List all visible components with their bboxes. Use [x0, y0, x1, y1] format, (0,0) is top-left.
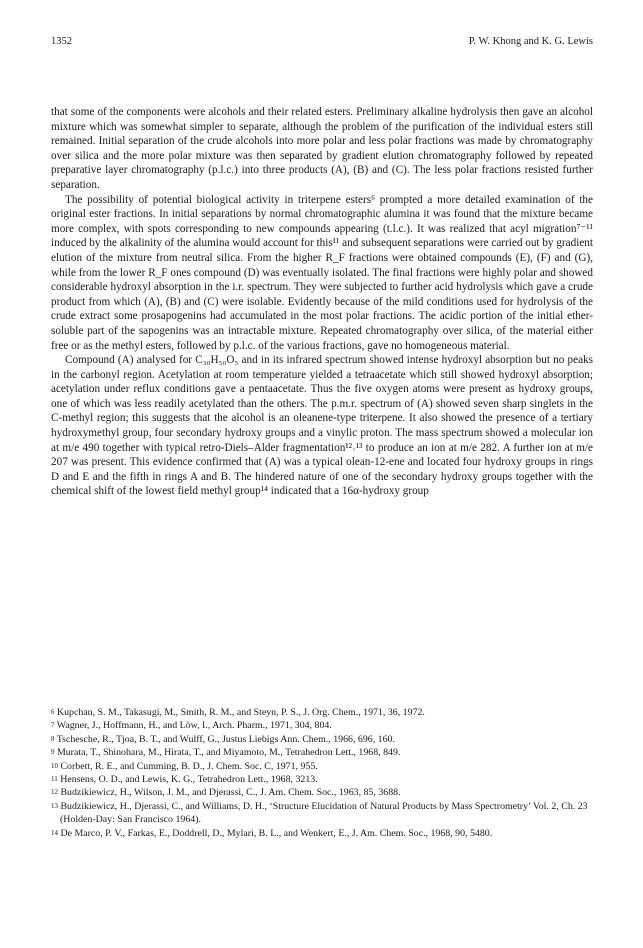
footnote [51, 800, 593, 827]
footnote-number: 8 [51, 734, 55, 743]
footnote-number: 7 [51, 721, 55, 730]
footnote-number: 12 [51, 788, 58, 797]
footnote [51, 746, 593, 759]
footnote-text: Wagner, J., Hoffmann, H., and Löw, I., Arch. Pharm., 1971, 304, 804. [56, 720, 332, 732]
footnote-number: 13 [51, 801, 58, 810]
footnote [51, 786, 593, 799]
footnote-text: Budzikiewicz, H., Djerassi, C., and Williams, D. H., ‘Structure Elucidation of Natural Products by Mass Spectrometry’ Vol. 2, Ch. 23 (Holden-Day: San Francisco 1964). [60, 800, 588, 826]
footnote [51, 760, 593, 773]
article-body [51, 105, 593, 499]
footnote-number: 10 [51, 761, 58, 770]
footnote [51, 733, 593, 746]
footnote-text: Corbett, R. E., and Cumming, B. D., J. Chem. Soc. C, 1971, 955. [60, 760, 318, 772]
footnote [51, 773, 593, 786]
running-head: P. W. Khong and K. G. Lewis [468, 36, 593, 47]
footnote-text: Murata, T., Shinohara, M., Hirata, T., and Miyamoto, M., Tetrahedron Lett., 1968, 849. [56, 747, 401, 759]
footnote-number: 11 [51, 775, 58, 784]
footnote [51, 827, 593, 840]
footnote-text: Kupchan, S. M., Takasugi, M., Smith, R. M., and Steyn, P. S., J. Org. Chem., 1971, 36, 1972. [56, 707, 425, 718]
footnote [51, 719, 593, 732]
footnote-text: Tschesche, R., Tjoa, B. T., and Wulff, G., Justus Liebigs Ann. Chem., 1966, 696, 160. [56, 733, 395, 745]
footnote-text: Hensens, O. D., and Lewis, K. G., Tetrahedron Lett., 1968, 3213. [60, 774, 318, 786]
footnote-text: Budzikiewicz, H., Wilson, J. M., and Djerassi, C., J. Am. Chem. Soc., 1963, 85, 3688. [60, 787, 401, 799]
paragraph: The possibility of potential biological activity in triterpene esters⁶ prompted a more detailed examination of the original ester fractions. In initial separations by normal chromatographic alumina it was found that the mixture became more complex, with spots corresponding to new compounds appearing (t.l.c.). It was realized that acyl migration⁷⁻¹¹ induced by the alkalinity of the alumina would account for this¹¹ and subsequent separations were carried out by gradient elution of the mixture from neutral silica. From the higher R_F fractions were obtained compounds (E), (F) and (G), while from the lower R_F ones compound (D) was eventually isolated. The final fractions were highly polar and showed considerable hydroxyl absorption in the i.r. spectrum. They were subjected to further acid hydrolysis which gave a crude product from which (A), (B) and (C) were isolable. Evidently because of the mild conditions used for hydrolysis of the crude extract some prosapogenins had accumulated in the most polar fractions. The acidic portion of the initial ether-soluble part of the sapogenins was an intractable mixture. Repeated chromatography over silica, of the material either free or as the methyl esters, followed by p.l.c. of the various fractions, gave no homogeneous material. [51, 193, 593, 352]
footnotes [51, 706, 593, 840]
page-number: 1352 [51, 36, 72, 47]
footnote-number: 6 [51, 708, 55, 716]
footnote [51, 706, 593, 719]
page-header [51, 36, 593, 50]
footnote-number: 9 [51, 748, 55, 757]
footnote-text: De Marco, P. V., Farkas, E., Doddrell, D., Mylari, B. L., and Wenkert, E., J. Am. Chem. Soc., 1968, 90, 5480. [60, 827, 493, 839]
footnote-number: 14 [51, 828, 58, 837]
paragraph: that some of the components were alcohols and their related esters. Preliminary alkaline hydrolysis then gave an alcohol mixture which was somewhat simpler to separate, although the problem of the purification of the individual esters still remained. Initial separation of the crude alcohols into more polar and less polar fractions was made by chromatography over silica and the more polar mixture was then separated by gradient elution chromatography followed by repeated preparative layer chromatography (p.l.c.) into three products (A), (B) and (C). The less polar fractions resisted further separation. [51, 106, 593, 191]
paragraph: Compound (A) analysed for C₃₀H₅₀O₅ and in its infrared spectrum showed intense hydroxyl absorption but no peaks in the carbonyl region. Acetylation at room temperature yielded a tetraacetate which still showed hydroxyl absorption; acetylation under reflux conditions gave a pentaacetate. Thus the five oxygen atoms were present as hydroxy groups, one of which was less readily acetylated than the others. The p.m.r. spectrum of (A) showed seven sharp singlets in the C-methyl region; this suggests that the alcohol is an oleanene-type triterpene. It also showed the presence of a tertiary hydroxymethyl group, four secondary hydroxy groups and a vinylic proton. The mass spectrum showed a molecular ion at m/e 490 together with typical retro-Diels–Alder fragmentation¹²˒¹³ to produce an ion at m/e 282. A further ion at m/e 207 was present. This evidence confirmed that (A) was a typical olean-12-ene and located four hydroxy groups in rings D and E and the fifth in rings A and B. The hindered nature of one of the secondary hydroxy groups together with the chemical shift of the lowest field methyl group¹⁴ indicated that a 16α-hydroxy group [51, 354, 593, 498]
